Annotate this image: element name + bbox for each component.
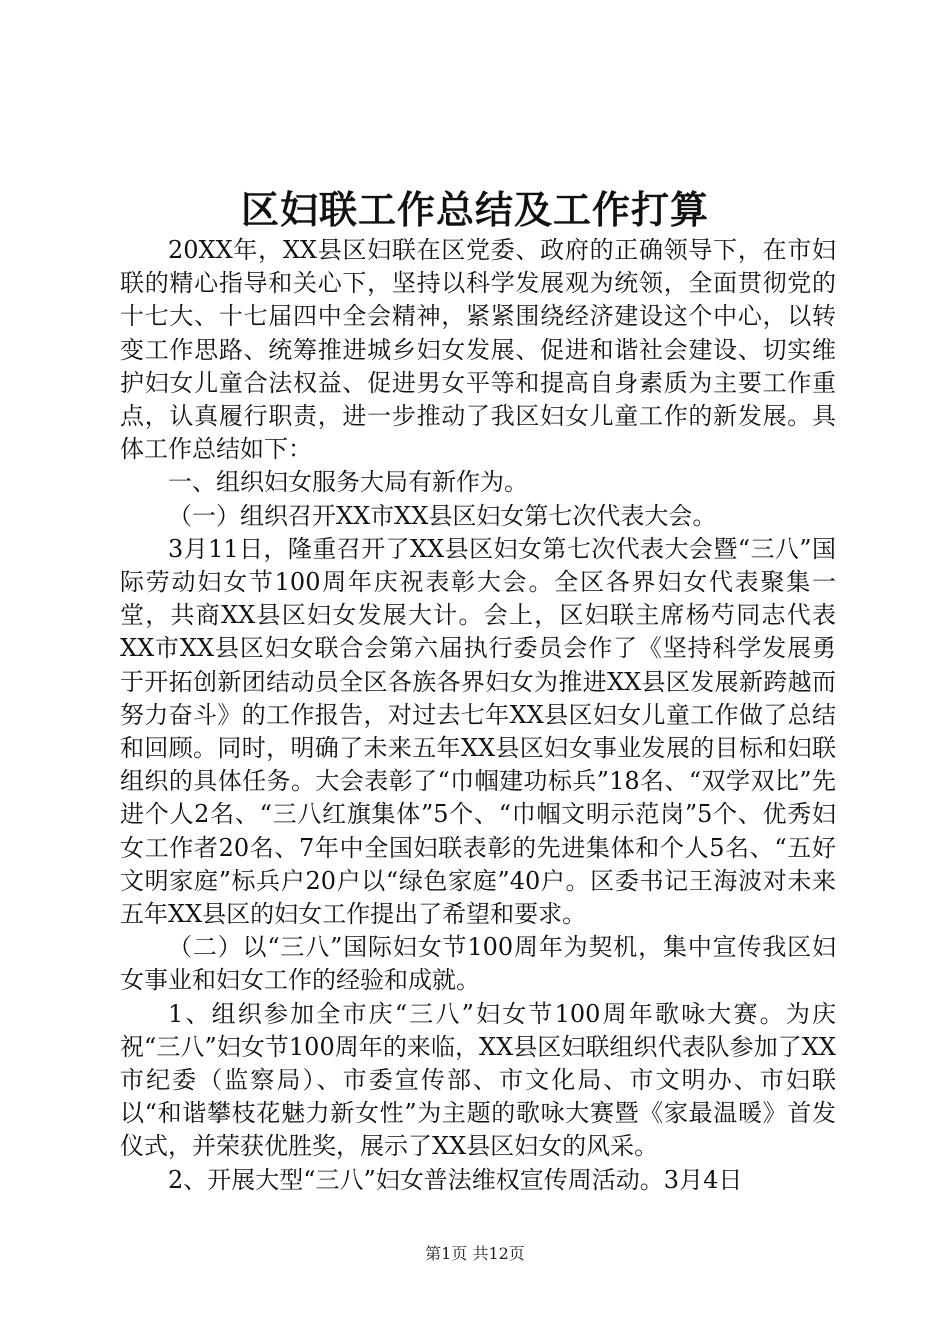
heading-section-1: 一、组织妇女服务大局有新作为。 [168,468,528,497]
paragraph-intro: 20XX年，XX县区妇联在区党委、政府的正确领导下，在市妇联的精心指导和关心下，坚持以科学发展观为统领，全面贯彻党的十七大、十七届四中全会精神，紧紧围绕经济建设这个中心，以转变工作思路、统筹推进城乡妇女发展、促进和谐社会建设、切实维护妇女儿童合法权益、促进男女平等和提高自身素质为主要工作重点，认真履行职责，进一步推动了我区妇女儿童工作的新发展。具体工作总结如下： [120,236,836,464]
document-body [120,234,836,1197]
paragraph-congress: 3月11日，隆重召开了XX县区妇女第七次代表大会暨“三八”国际劳动妇女节100周年庆祝表彰大会。全区各界妇女代表聚集一堂，共商XX县区妇女发展大计。会上，区妇联主席杨芍同志代表XX市XX县区妇女联合会第六届执行委员会作了《坚持科学发展勇于开拓创新团结动员全区各族各界妇女为推进XX县区发展新跨越而努力奋斗》的工作报告，对过去七年XX县区妇女儿童工作做了总结和回顾。同时，明确了未来五年XX县区妇女事业发展的目标和妇联组织的具体任务。大会表彰了“巾帼建功标兵”18名、“双学双比”先进个人2名、“三八红旗集体”5个、“巾帼文明示范岗”5个、优秀妇女工作者20名、7年中全国妇联表彰的先进集体和个人5名、“五好文明家庭”标兵户20户以“绿色家庭”40户。区委书记王海波对未来五年XX县区的妇女工作提出了希望和要求。 [120,534,836,929]
page-footer: 第1页 共12页 [425,1244,525,1263]
paragraph-item-1: 1、组织参加全市庆“三八”妇女节100周年歌咏大赛。为庆祝“三八”妇女节100周年的来临，XX县区妇联组织代表队参加了XX市纪委（监察局）、市委宣传部、市文化局、市文明办、市妇联以“和谐攀枝花魅力新女性”为主题的歌咏大赛暨《家最温暖》首发仪式，并荣获优胜奖，展示了XX县区妇女的风采。 [120,999,836,1161]
document-title: 区妇联工作总结及工作打算 [240,187,709,232]
subheading-2: （二）以“三八”国际妇女节100周年为契机，集中宣传我区妇女事业和妇女工作的经验和成就。 [120,933,836,995]
paragraph-item-2: 2、开展大型“三八”妇女普法维权宣传周活动。3月4日 [168,1165,743,1194]
subheading-1: （一）组织召开XX市XX县区妇女第七次代表大会。 [168,501,717,530]
